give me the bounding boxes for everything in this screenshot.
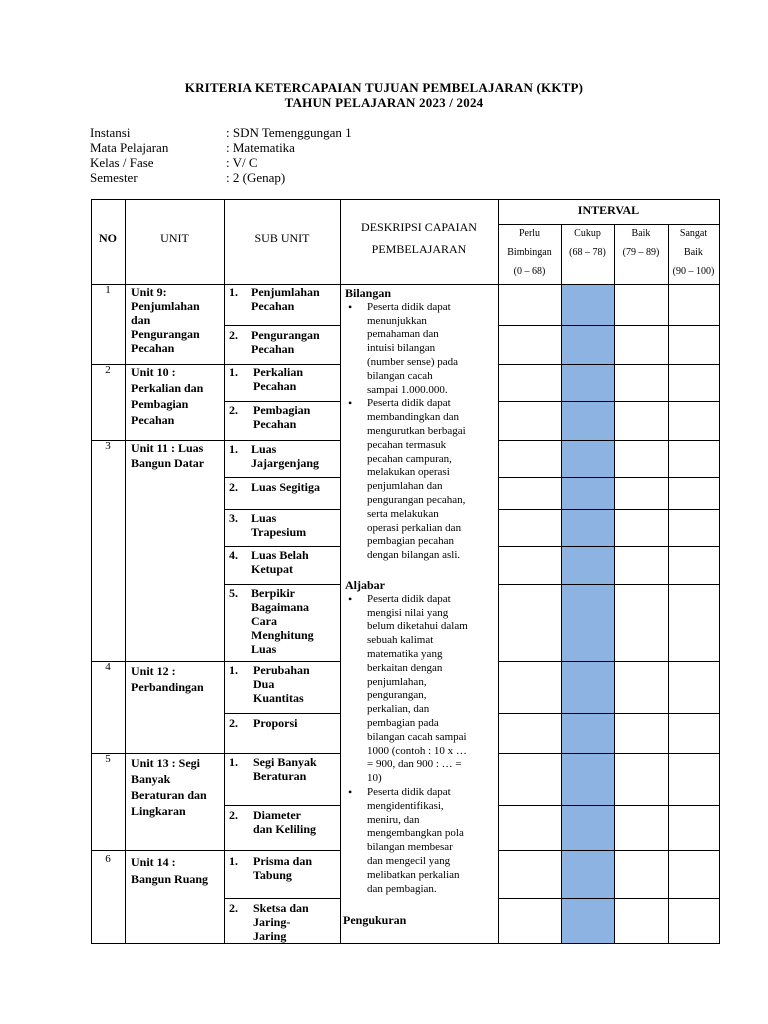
sub-unit-num: 3. — [229, 511, 238, 525]
sub-unit-line: Beraturan — [253, 769, 307, 783]
info-row-kelas — [90, 155, 352, 170]
desc-line: dengan bilangan asli. — [367, 549, 461, 562]
interval-baik-line1: Baik — [631, 228, 651, 239]
unit-line: Unit 10 : — [131, 365, 176, 379]
sub-unit-line: Jaring — [253, 929, 287, 943]
sub-unit-line: Pecahan — [253, 417, 297, 431]
interval-perlu-line2: Bimbingan — [507, 247, 552, 258]
info-label: Kelas / Fase — [90, 155, 154, 170]
unit-line: dan — [131, 313, 151, 327]
document-title: KRITERIA KETERCAPAIAN TUJUAN PEMBELAJARAN (KKTP) — [184, 80, 584, 95]
desc-line: bilangan cacah sampai — [367, 730, 467, 743]
sub-unit-line: Luas — [251, 511, 277, 525]
cukup-highlight-cell — [562, 806, 615, 851]
cukup-highlight-cell — [562, 547, 615, 585]
sub-unit-name — [251, 586, 314, 656]
aljabar-heading: Aljabar — [345, 578, 385, 592]
sub-unit-line: Segi Banyak — [253, 755, 317, 769]
desc-line: penjumlahan dan — [367, 480, 443, 493]
sub-unit-name — [251, 285, 320, 313]
desc-line: pecahan termasuk — [367, 438, 447, 451]
sub-unit-name — [253, 365, 303, 393]
sub-unit-line: Penjumlahan — [251, 285, 320, 299]
sub-unit-line: Luas Belah — [251, 548, 309, 562]
row-number: 6 — [105, 853, 111, 865]
sub-unit-num: 1. — [229, 365, 238, 379]
sub-unit-line: Menghitung — [251, 628, 314, 642]
sub-unit-line: Pembagian — [253, 403, 311, 417]
info-value: : Matematika — [226, 140, 295, 155]
sub-unit-num: 2. — [229, 901, 238, 915]
sub-unit-line: dan Keliling — [253, 822, 317, 836]
sub-unit-num: 1. — [229, 442, 238, 456]
sub-unit-name — [251, 328, 320, 356]
interval-baik — [614, 224, 668, 262]
bilangan-point — [345, 301, 497, 398]
interval-perlu — [498, 224, 561, 281]
sub-unit-line: Berpikir — [251, 586, 295, 600]
sub-unit-num: 5. — [229, 586, 238, 600]
unit-name — [131, 441, 204, 471]
desc-line: pembagian pecahan — [367, 535, 455, 548]
unit-line: Pecahan — [131, 341, 175, 355]
sub-unit-num: 2. — [229, 480, 238, 494]
info-row-mapel — [90, 140, 352, 155]
cukup-highlight-cell — [562, 714, 615, 754]
bilangan-heading: Bilangan — [345, 286, 392, 300]
cukup-highlight-cell — [562, 365, 615, 402]
header-unit: UNIT — [160, 231, 189, 245]
interval-sangat-baik — [668, 224, 719, 281]
unit-name — [131, 285, 200, 355]
desc-line: pemahaman dan — [367, 328, 439, 341]
desc-line: menunjukkan — [367, 314, 427, 327]
sub-unit-line: Luas — [251, 442, 277, 456]
cukup-highlight-cell — [562, 899, 615, 944]
cukup-highlight-cell — [562, 402, 615, 441]
deskripsi-aljabar — [345, 579, 497, 896]
info-label: Mata Pelajaran — [90, 140, 169, 155]
cukup-highlight-cell — [562, 754, 615, 806]
desc-line: meniru, dan — [367, 813, 420, 826]
sub-unit-line: Proporsi — [253, 716, 298, 730]
aljabar-point — [345, 786, 497, 896]
desc-line: penjumlahan, — [367, 675, 427, 688]
sub-unit-line: Prisma dan — [253, 854, 313, 868]
row-number: 5 — [105, 753, 111, 765]
desc-line: mengidentifikasi, — [367, 799, 444, 812]
sub-unit-line: Luas Segitiga — [251, 480, 321, 494]
unit-name — [131, 755, 207, 819]
sub-unit-num: 1. — [229, 854, 238, 868]
interval-cukup — [561, 224, 614, 262]
desc-line: • Peserta didik dapat — [367, 785, 451, 798]
unit-line: Unit 11 : Luas — [131, 441, 204, 455]
cukup-highlight-cell — [562, 441, 615, 478]
unit-line: Pengurangan — [131, 327, 200, 341]
unit-line: Unit 12 : — [131, 664, 176, 678]
unit-line: Unit 13 : Segi — [131, 756, 200, 770]
sub-unit-line: Diameter — [253, 808, 301, 822]
cukup-highlight-cell — [562, 585, 615, 662]
sub-unit-line: Pecahan — [251, 342, 295, 356]
desc-line: = 900, dan 900 : … = — [367, 758, 462, 771]
info-value: : SDN Temenggungan 1 — [226, 125, 352, 140]
deskripsi-capaian — [345, 287, 497, 563]
unit-line: Lingkaran — [131, 804, 186, 818]
row-number: 3 — [105, 440, 111, 452]
sub-unit-line: Jaring- — [253, 915, 291, 929]
desc-line: pengurangan, — [367, 689, 427, 702]
unit-line: Banyak — [131, 772, 171, 786]
info-block — [90, 125, 352, 185]
interval-perlu-line3: (0 – 68) — [513, 266, 546, 277]
unit-line: Unit 14 : — [131, 855, 176, 869]
sub-unit-name — [253, 663, 310, 705]
sub-unit-name — [251, 480, 320, 494]
interval-sangat-line2: Baik — [684, 247, 703, 258]
desc-line: pembagian pada — [367, 716, 439, 729]
aljabar-list — [345, 593, 497, 897]
cukup-highlight-cell — [562, 851, 615, 899]
sub-unit-line: Perkalian — [253, 365, 303, 379]
sub-unit-name — [251, 548, 309, 576]
sub-unit-num: 2. — [229, 808, 238, 822]
header-deskripsi-2: PEMBELAJARAN — [371, 242, 467, 256]
sub-unit-line: Ketupat — [251, 562, 293, 576]
sub-unit-name — [251, 442, 319, 470]
bilangan-list — [345, 301, 497, 563]
row-number: 2 — [105, 364, 111, 376]
desc-line: perkalian, dan — [367, 703, 430, 716]
row-number: 1 — [105, 284, 111, 296]
sub-unit-line: Cara — [251, 614, 277, 628]
sub-unit-name — [251, 511, 306, 539]
desc-line: sampai 1.000.000. — [367, 383, 448, 396]
unit-line: Unit 9: — [131, 285, 167, 299]
sub-unit-line: Dua — [253, 677, 275, 691]
unit-name — [131, 854, 208, 888]
desc-line: melibatkan perkalian — [367, 868, 460, 881]
sub-unit-line: Kuantitas — [253, 691, 304, 705]
desc-line: dan mengecil yang — [367, 854, 451, 867]
desc-line: serta melakukan — [367, 507, 439, 520]
cukup-highlight-cell — [562, 285, 615, 326]
sub-unit-line: Luas — [251, 642, 277, 656]
interval-perlu-line1: Perlu — [518, 228, 541, 239]
header-sub-unit: SUB UNIT — [254, 231, 310, 245]
unit-line: Beraturan dan — [131, 788, 207, 802]
desc-line: melakukan operasi — [367, 466, 450, 479]
desc-line: pengurangan pecahan, — [367, 493, 466, 506]
sub-unit-line: Perubahan — [253, 663, 310, 677]
unit-line: Bangun Datar — [131, 456, 205, 470]
desc-line: • Peserta didik dapat — [367, 397, 451, 410]
interval-baik-line2: (79 – 89) — [622, 247, 660, 258]
desc-line: intuisi bilangan — [367, 342, 436, 355]
sub-unit-num: 2. — [229, 328, 238, 342]
sub-unit-num: 2. — [229, 716, 238, 730]
interval-cukup-line2: (68 – 78) — [569, 247, 606, 258]
desc-line: mengembangkan pola — [367, 827, 464, 840]
sub-unit-line: Sketsa dan — [253, 901, 309, 915]
desc-line: matematika yang — [367, 647, 443, 660]
header-interval: INTERVAL — [577, 203, 640, 217]
desc-line: bilangan membesar — [367, 841, 453, 854]
sub-unit-num: 1. — [229, 285, 238, 299]
desc-line: 10) — [367, 772, 382, 785]
row-number: 4 — [105, 661, 111, 673]
sub-unit-line: Tabung — [253, 868, 292, 882]
info-label: Semester — [90, 170, 138, 185]
desc-line: bilangan cacah — [367, 369, 433, 382]
pengukuran-heading: Pengukuran — [343, 913, 407, 927]
desc-line: • Peserta didik dapat — [367, 592, 451, 605]
sub-unit-num: 1. — [229, 663, 238, 677]
interval-cukup-line1: Cukup — [574, 228, 601, 239]
cukup-highlight-cell — [562, 478, 615, 510]
unit-line: Bangun Ruang — [131, 872, 209, 886]
unit-line: Pecahan — [131, 413, 175, 427]
desc-line: 1000 (contoh : 10 x … — [367, 744, 467, 757]
desc-line: sebuah kalimat — [367, 634, 434, 647]
info-value: : V/ C — [226, 155, 258, 170]
header-no: NO — [99, 231, 117, 245]
sub-unit-name — [253, 755, 317, 783]
info-row-instansi — [90, 125, 352, 140]
cukup-highlight-cell — [562, 662, 615, 714]
sub-unit-line: Pengurangan — [251, 328, 320, 342]
unit-line: Pembagian — [131, 397, 189, 411]
interval-sangat-line1: Sangat — [679, 228, 708, 239]
unit-line: Perkalian dan — [131, 381, 204, 395]
info-row-semester — [90, 170, 352, 185]
desc-line: belum diketahui dalam — [367, 620, 468, 633]
sub-unit-line: Pecahan — [251, 299, 295, 313]
desc-line: mengisi nilai yang — [367, 606, 449, 619]
sub-unit-line: Jajargenjang — [251, 456, 319, 470]
unit-line: Perbandingan — [131, 680, 204, 694]
document-subtitle: TAHUN PELAJARAN 2023 / 2024 — [284, 95, 484, 110]
sub-unit-name — [253, 854, 312, 882]
header-deskripsi-1: DESKRIPSI CAPAIAN — [361, 220, 477, 234]
desc-line: (number sense) pada — [367, 355, 459, 368]
cukup-highlight-cell — [562, 326, 615, 365]
sub-unit-name — [253, 403, 310, 431]
aljabar-point — [345, 593, 497, 786]
interval-sangat-line3: (90 – 100) — [672, 266, 715, 277]
sub-unit-num: 2. — [229, 403, 238, 417]
sub-unit-line: Pecahan — [253, 379, 297, 393]
sub-unit-name — [253, 716, 297, 730]
sub-unit-name — [253, 808, 316, 836]
sub-unit-line: Bagaimana — [251, 600, 310, 614]
desc-line: pecahan campuran, — [367, 452, 452, 465]
desc-line: membandingkan dan — [367, 411, 459, 424]
desc-line: berkaitan dengan — [367, 661, 443, 674]
unit-line: Penjumlahan — [131, 299, 200, 313]
desc-line: operasi perkalian dan — [367, 521, 462, 534]
desc-line: • Peserta didik dapat — [367, 300, 451, 313]
desc-line: mengurutkan berbagai — [367, 424, 466, 437]
info-label: Instansi — [90, 125, 131, 140]
desc-line: dan pembagian. — [367, 882, 437, 895]
unit-name — [131, 364, 203, 428]
info-value: : 2 (Genap) — [226, 170, 286, 185]
cukup-highlight-cell — [562, 510, 615, 547]
sub-unit-num: 4. — [229, 548, 238, 562]
sub-unit-line: Trapesium — [251, 525, 307, 539]
unit-name — [131, 663, 204, 695]
sub-unit-num: 1. — [229, 755, 238, 769]
sub-unit-name — [253, 901, 309, 943]
bilangan-point — [345, 397, 497, 563]
